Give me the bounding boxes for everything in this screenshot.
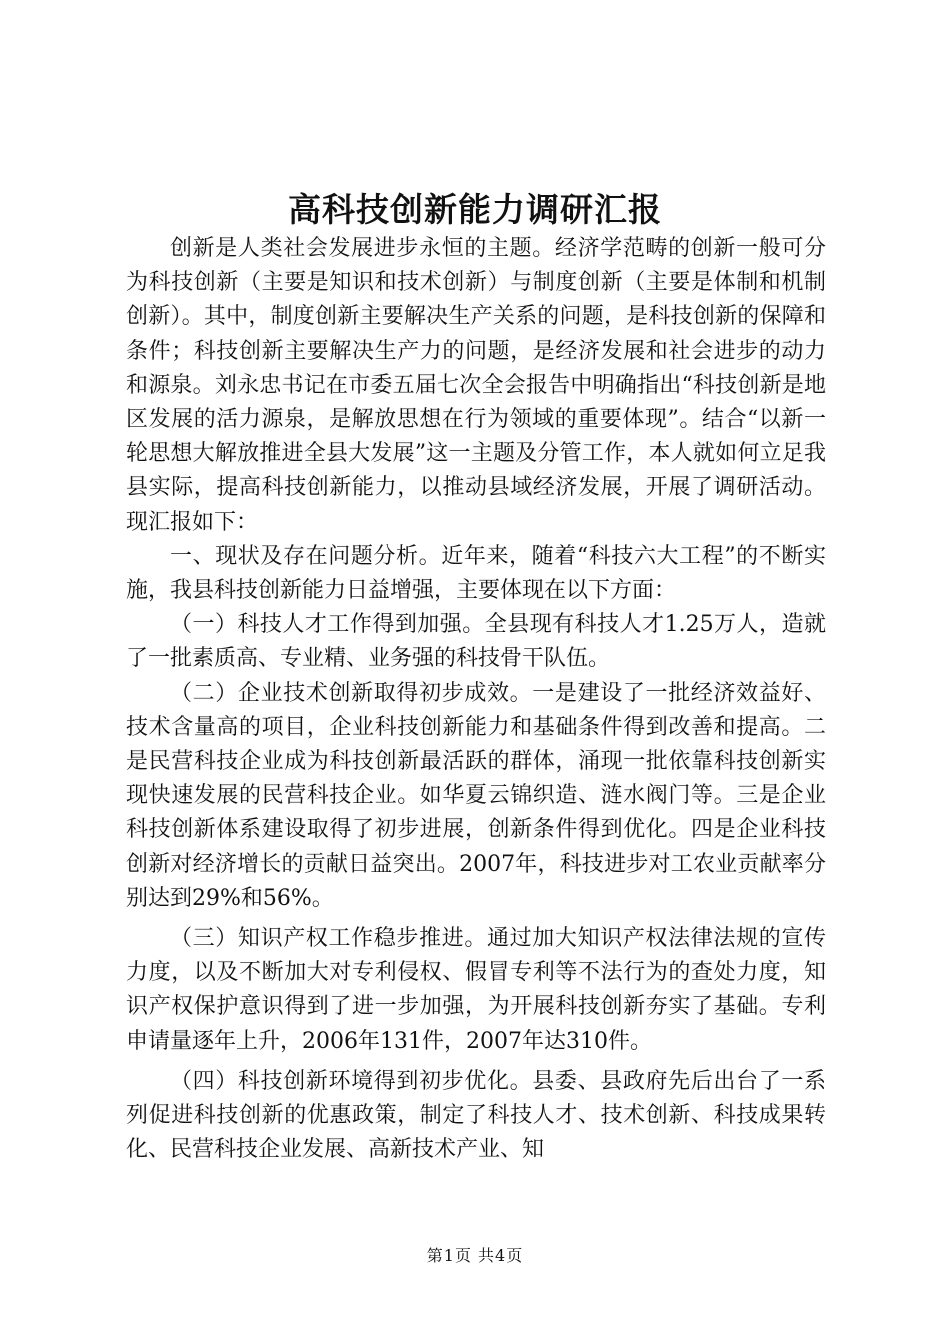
paragraph-item-2: （二）企业技术创新取得初步成效。一是建设了一批经济效益好、技术含量高的项目，企业科技创新能力和基础条件得到改善和提高。二是民营科技企业成为科技创新最活跃的群体，涌现一批依靠科技创新实现快速发展的民营科技企业。如华夏云锦织造、涟水阀门等。三是企业科技创新体系建设取得了初步进展，创新条件得到优化。四是企业科技创新对经济增长的贡献日益突出。2007年，科技进步对工农业贡献率分别达到29%和56%。 — [126, 680, 826, 911]
paragraph-item-1: （一）科技人才工作得到加强。全县现有科技人才1.25万人，造就了一批素质高、专业精、业务强的科技骨干队伍。 — [126, 612, 826, 672]
document-title: 高科技创新能力调研汇报 — [288, 190, 662, 229]
document-body — [126, 232, 826, 1167]
paragraph-section-1: 一、现状及存在问题分析。近年来，随着“科技六大工程”的不断实施，我县科技创新能力日益增强，主要体现在以下方面： — [126, 543, 826, 604]
paragraph-item-4: （四）科技创新环境得到初步优化。县委、县政府先后出台了一系列促进科技创新的优惠政策，制定了科技人才、技术创新、科技成果转化、民营科技企业发展、高新技术产业、知 — [126, 1068, 826, 1163]
paragraph-intro: 创新是人类社会发展进步永恒的主题。经济学范畴的创新一般可分为科技创新（主要是知识和技术创新）与制度创新（主要是体制和机制创新）。其中，制度创新主要解决生产关系的问题，是科技创新的保障和条件；科技创新主要解决生产力的问题，是经济发展和社会进步的动力和源泉。刘永忠书记在市委五届七次全会报告中明确指出“科技创新是地区发展的活力源泉，是解放思想在行为领域的重要体现”。结合“以新一轮思想大解放推进全县大发展”这一主题及分管工作，本人就如何立足我县实际，提高科技创新能力，以推动县域经济发展，开展了调研活动。现汇报如下： — [126, 236, 826, 535]
page-footer: 第1页 共4页 — [426, 1246, 524, 1265]
paragraph-item-3: （三）知识产权工作稳步推进。通过加大知识产权法律法规的宣传力度，以及不断加大对专利侵权、假冒专利等不法行为的查处力度，知识产权保护意识得到了进一步加强，为开展科技创新夯实了基础。专利申请量逐年上升，2006年131件，2007年达310件。 — [126, 926, 826, 1054]
